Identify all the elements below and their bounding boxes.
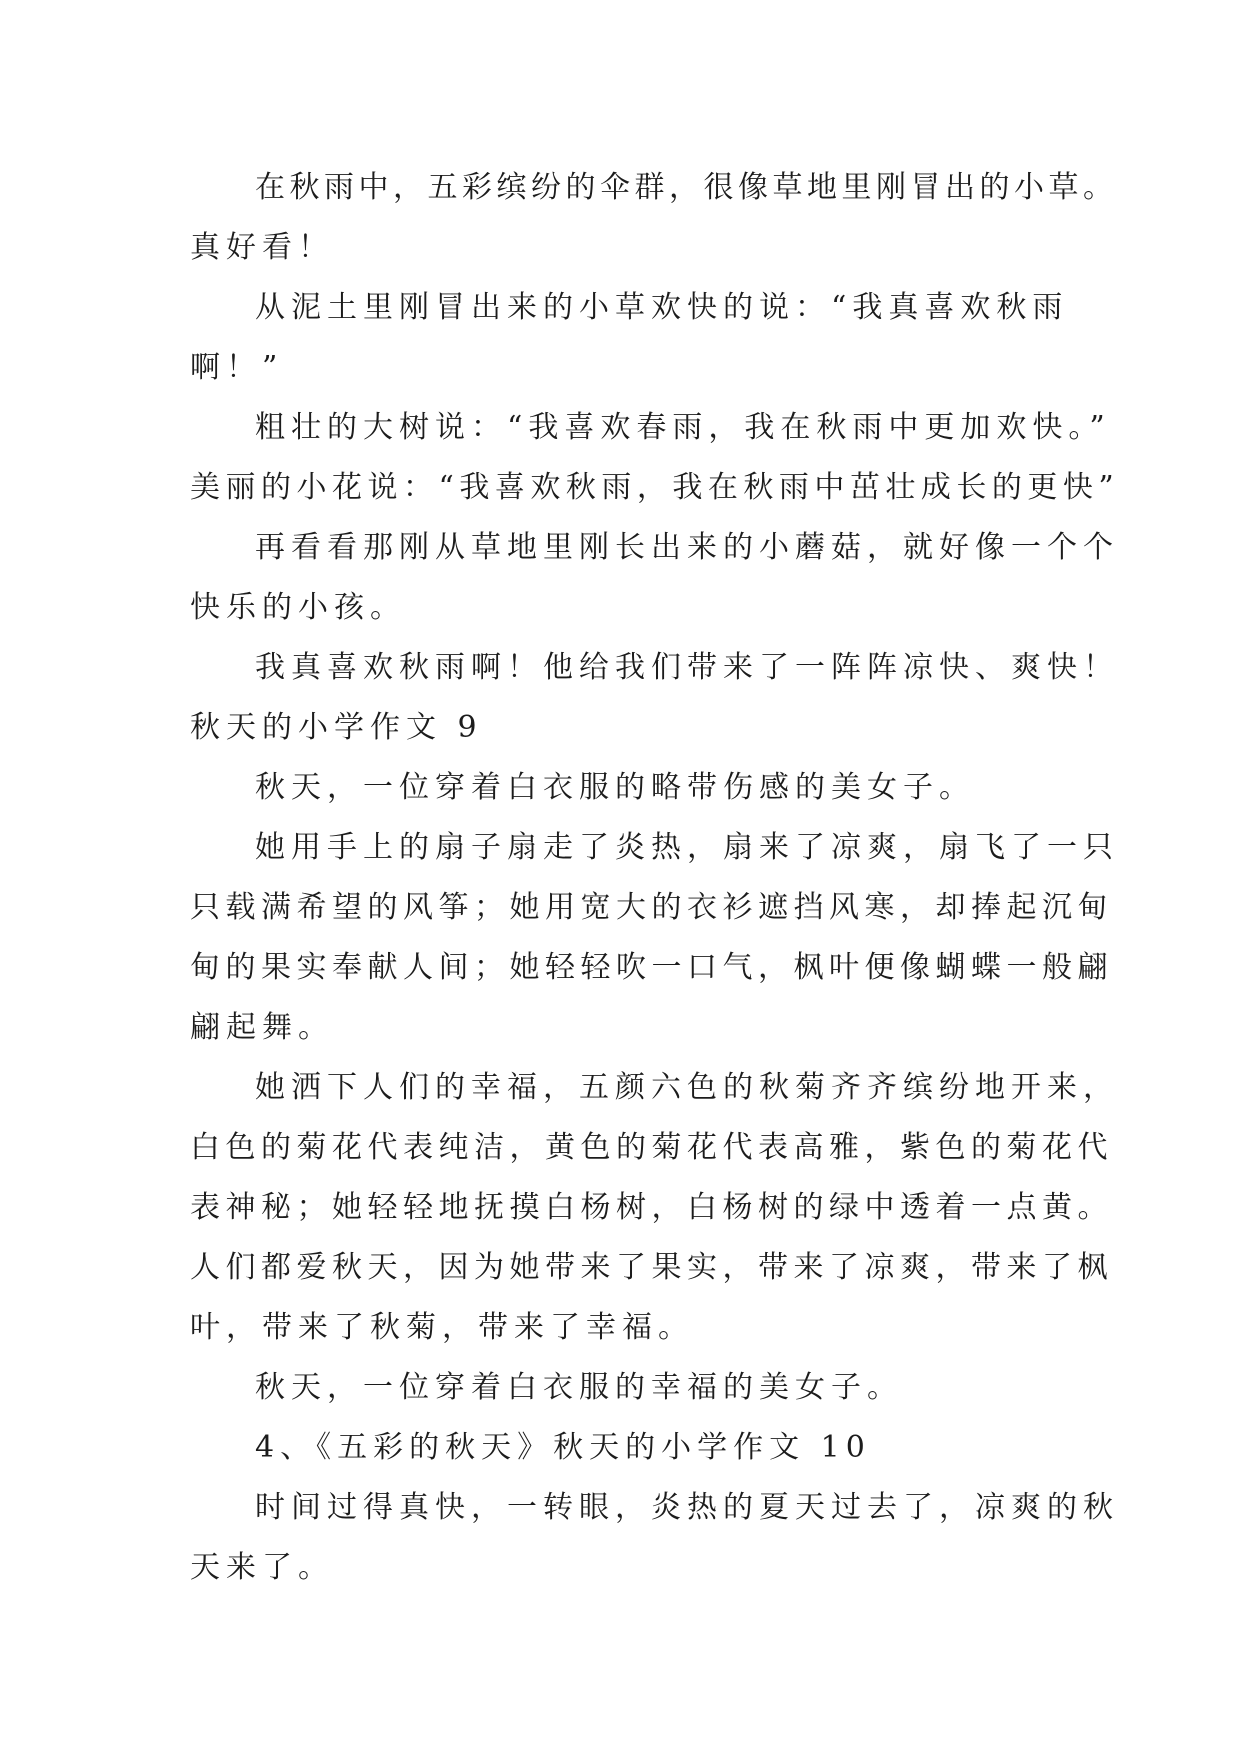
text-line: 翩起舞。: [190, 1010, 334, 1045]
text-line: 快乐的小孩。: [190, 590, 406, 625]
text-line: 再看看那刚从草地里刚长出来的小蘑菇，就好像一个个: [255, 530, 1119, 565]
document-body: [190, 158, 1120, 1598]
text-line: 在秋雨中，五彩缤纷的伞群，很像草地里刚冒出的小草。: [255, 170, 1118, 205]
text-line: 从泥土里刚冒出来的小草欢快的说：“我真喜欢秋雨: [255, 290, 1069, 325]
text-line: 啊！”: [190, 350, 284, 385]
text-line: 美丽的小花说：“我喜欢秋雨，我在秋雨中茁壮成长的更快”: [190, 470, 1120, 505]
text-line: 真好看！: [190, 230, 334, 265]
text-line: 时间过得真快，一转眼，炎热的夏天过去了，凉爽的秋: [255, 1490, 1119, 1525]
text-line: 她用手上的扇子扇走了炎热，扇来了凉爽，扇飞了一只: [255, 830, 1119, 865]
text-line: 叶，带来了秋菊，带来了幸福。: [190, 1310, 694, 1345]
text-line: 秋天的小学作文 9: [190, 710, 483, 745]
text-line: 粗壮的大树说：“我喜欢春雨，我在秋雨中更加欢快。”: [255, 410, 1111, 445]
text-line: 她洒下人们的幸福，五颜六色的秋菊齐齐缤纷地开来，: [255, 1070, 1119, 1105]
text-line: 人们都爱秋天，因为她带来了果实，带来了凉爽，带来了枫: [190, 1250, 1113, 1285]
text-line: 秋天，一位穿着白衣服的略带伤感的美女子。: [255, 770, 975, 805]
text-line: 白色的菊花代表纯洁，黄色的菊花代表高雅，紫色的菊花代: [190, 1130, 1113, 1165]
text-line: 天来了。: [190, 1550, 334, 1585]
text-line: 我真喜欢秋雨啊！他给我们带来了一阵阵凉快、爽快！: [255, 650, 1119, 685]
text-line: 表神秘；她轻轻地抚摸白杨树，白杨树的绿中透着一点黄。: [190, 1190, 1113, 1225]
text-line: 4、《五彩的秋天》秋天的小学作文 10: [255, 1430, 871, 1465]
text-line: 只载满希望的风筝；她用宽大的衣衫遮挡风寒，却捧起沉甸: [190, 890, 1113, 925]
text-line: 甸的果实奉献人间；她轻轻吹一口气，枫叶便像蝴蝶一般翩: [190, 950, 1113, 985]
text-line: 秋天，一位穿着白衣服的幸福的美女子。: [255, 1370, 903, 1405]
